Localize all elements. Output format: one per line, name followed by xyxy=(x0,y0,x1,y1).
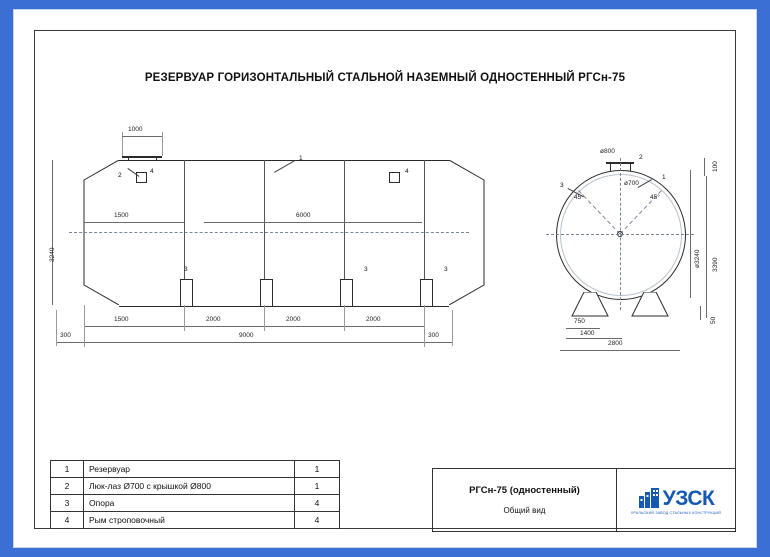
dim-300-left: 300 xyxy=(60,332,71,339)
factory-icon xyxy=(638,487,660,509)
part-no: 4 xyxy=(51,512,84,529)
dim-line-overhang-left xyxy=(56,342,84,343)
dim-line-6000 xyxy=(204,222,422,223)
parts-table xyxy=(50,460,340,529)
part-name: Рым строповочный xyxy=(84,512,295,529)
table-row xyxy=(51,461,340,478)
support-saddle xyxy=(180,279,193,307)
dim-1500-bottom: 1500 xyxy=(114,316,129,323)
dim-hatch-dia: ø800 xyxy=(600,148,615,155)
support-saddle xyxy=(340,279,353,307)
dim-2000-b: 2000 xyxy=(286,316,301,323)
ext-line xyxy=(162,132,163,156)
dim-line-top-hatch xyxy=(122,136,162,137)
dim-100: 100 xyxy=(712,161,719,172)
title-block xyxy=(432,468,736,532)
dim-line-b4 xyxy=(344,326,424,327)
centre-line-horizontal xyxy=(69,232,469,233)
logo-text: УЗСК xyxy=(662,487,715,511)
dim-angle-left: 45° xyxy=(574,194,584,201)
support-leg-right xyxy=(630,292,670,318)
dim-inner-dia: ø3240 xyxy=(694,249,701,268)
part-qty: 1 xyxy=(295,461,340,478)
dim-2000-c: 2000 xyxy=(366,316,381,323)
table-row xyxy=(51,478,340,495)
dim-line-base-width xyxy=(560,350,680,351)
end-section-view xyxy=(534,150,724,350)
ext-line xyxy=(452,310,453,346)
drawing-sheet xyxy=(14,10,756,547)
dim-line-leg-top xyxy=(566,328,600,329)
support-saddle xyxy=(420,279,433,307)
dim-line-inner-dia xyxy=(690,170,691,298)
manhole-neck-right xyxy=(156,156,157,161)
ext-line xyxy=(424,305,425,347)
ext-line xyxy=(56,310,57,346)
dim-6000: 6000 xyxy=(296,212,311,219)
centre-line-vertical xyxy=(620,158,621,310)
dim-line-1500 xyxy=(84,222,184,223)
callout-2: 2 xyxy=(118,172,122,179)
page-title: РЕЗЕРВУАР ГОРИЗОНТАЛЬНЫЙ СТАЛЬНОЙ НАЗЕМНЫЙ ОДНОСТЕННЫЙ РГСн-75 xyxy=(144,72,626,84)
part-name: Опора xyxy=(84,495,295,512)
table-row xyxy=(51,512,340,529)
support-leg-left xyxy=(570,292,610,318)
callout-2: 2 xyxy=(639,154,643,161)
part-no: 1 xyxy=(51,461,84,478)
dim-750: 750 xyxy=(574,318,585,325)
dim-1000: 1000 xyxy=(128,126,143,133)
lifting-lug xyxy=(389,172,400,183)
product-name: РГСн-75 (одностенный) xyxy=(469,485,580,496)
dim-line-overhang-right xyxy=(424,342,452,343)
callout-4-left: 4 xyxy=(150,168,154,175)
callout-3: 3 xyxy=(560,182,564,189)
dim-line-b3 xyxy=(264,326,344,327)
dim-line-top-height xyxy=(704,158,705,176)
part-qty: 1 xyxy=(295,478,340,495)
lifting-lug xyxy=(136,172,147,183)
dim-line-overall xyxy=(84,342,424,343)
dim-line-base-height xyxy=(700,306,701,320)
part-qty: 4 xyxy=(295,495,340,512)
dim-line-height xyxy=(52,160,53,305)
dim-line-leg-mid xyxy=(566,338,622,339)
dim-9000: 9000 xyxy=(239,332,254,339)
part-no: 3 xyxy=(51,495,84,512)
dim-line-b2 xyxy=(184,326,264,327)
manhole-neck-left xyxy=(128,156,129,161)
callout-3-b: 3 xyxy=(364,266,368,273)
callout-3-c: 3 xyxy=(444,266,448,273)
logo-subtitle: УРАЛЬСКИЙ ЗАВОД СТАЛЬНЫХ КОНСТРУКЦИЙ xyxy=(630,511,722,515)
ext-line xyxy=(84,305,85,347)
dim-1500-mid: 1500 xyxy=(114,212,129,219)
dim-2800: 2800 xyxy=(608,340,623,347)
title-block-text xyxy=(433,469,617,531)
side-elevation-view xyxy=(49,126,494,350)
dim-50: 50 xyxy=(710,316,717,324)
dim-line-b1 xyxy=(84,326,184,327)
support-saddle xyxy=(260,279,273,307)
part-name: Люк-лаз Ø700 с крышкой Ø800 xyxy=(84,478,295,495)
dim-line-outer-height xyxy=(706,176,707,318)
dim-angle-right: 45° xyxy=(650,194,660,201)
dim-3240: 3240 xyxy=(49,247,56,262)
callout-4-right: 4 xyxy=(405,168,409,175)
part-no: 2 xyxy=(51,478,84,495)
callout-3-a: 3 xyxy=(184,266,188,273)
dim-2000-a: 2000 xyxy=(206,316,221,323)
ext-line xyxy=(344,305,345,331)
logo-row xyxy=(638,487,715,509)
table-row xyxy=(51,495,340,512)
part-name: Резервуар xyxy=(84,461,295,478)
dim-3390: 3390 xyxy=(712,257,719,272)
callout-1: 1 xyxy=(662,174,666,181)
dim-1400: 1400 xyxy=(580,330,595,337)
ext-line xyxy=(264,305,265,331)
dim-neck-dia: ø700 xyxy=(624,180,639,187)
drawing-subtitle: Общий вид xyxy=(503,506,546,515)
part-qty: 4 xyxy=(295,512,340,529)
dim-300-right: 300 xyxy=(428,332,439,339)
ext-line xyxy=(184,305,185,331)
callout-1: 1 xyxy=(299,155,303,162)
company-logo xyxy=(617,469,735,531)
